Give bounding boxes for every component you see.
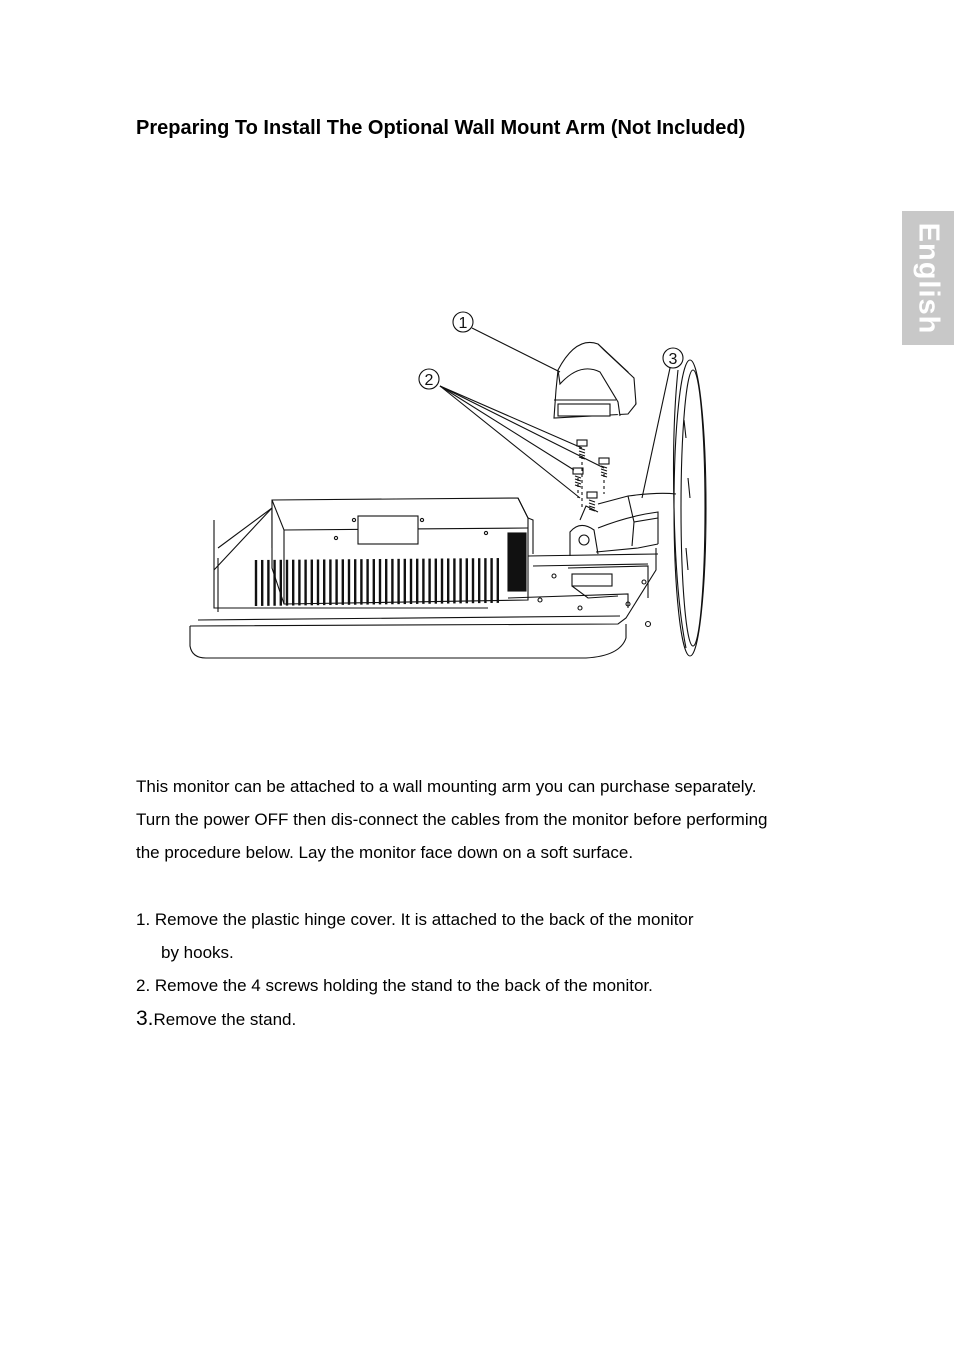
step-3 [136, 1002, 856, 1036]
steps-list [136, 903, 856, 1036]
stand-hinge [570, 493, 676, 556]
wall-mount-diagram [188, 308, 712, 664]
step-1: 1. Remove the plastic hinge cover. It is attached to the back of the monitor [136, 910, 694, 929]
intro-line: the procedure below. Lay the monitor face down on a soft surface. [136, 843, 634, 862]
screw [587, 492, 597, 511]
step-3-number: 3. [136, 1007, 154, 1030]
stand-base [674, 360, 707, 656]
intro-paragraph [136, 770, 856, 869]
screws [573, 440, 609, 511]
language-tab [902, 211, 954, 345]
intro-line: This monitor can be attached to a wall mounting arm you can purchase separately. [136, 777, 757, 796]
step-2: 2. Remove the 4 screws holding the stand to the back of the monitor. [136, 976, 653, 995]
callout-1-label: 1 [458, 315, 468, 332]
intro-line: Turn the power OFF then dis-connect the cables from the monitor before performing [136, 810, 768, 829]
page-title: Preparing To Install The Optional Wall Mount Arm (Not Included) [136, 117, 746, 139]
hinge-cover [554, 342, 636, 418]
callout-2-label: 2 [424, 372, 434, 389]
language-tab-label: English [912, 222, 945, 334]
monitor-body [190, 498, 658, 658]
step-1-continuation: by hooks. [161, 943, 234, 962]
step-3-text: Remove the stand. [153, 1010, 297, 1029]
callout-3-label: 3 [668, 351, 678, 368]
